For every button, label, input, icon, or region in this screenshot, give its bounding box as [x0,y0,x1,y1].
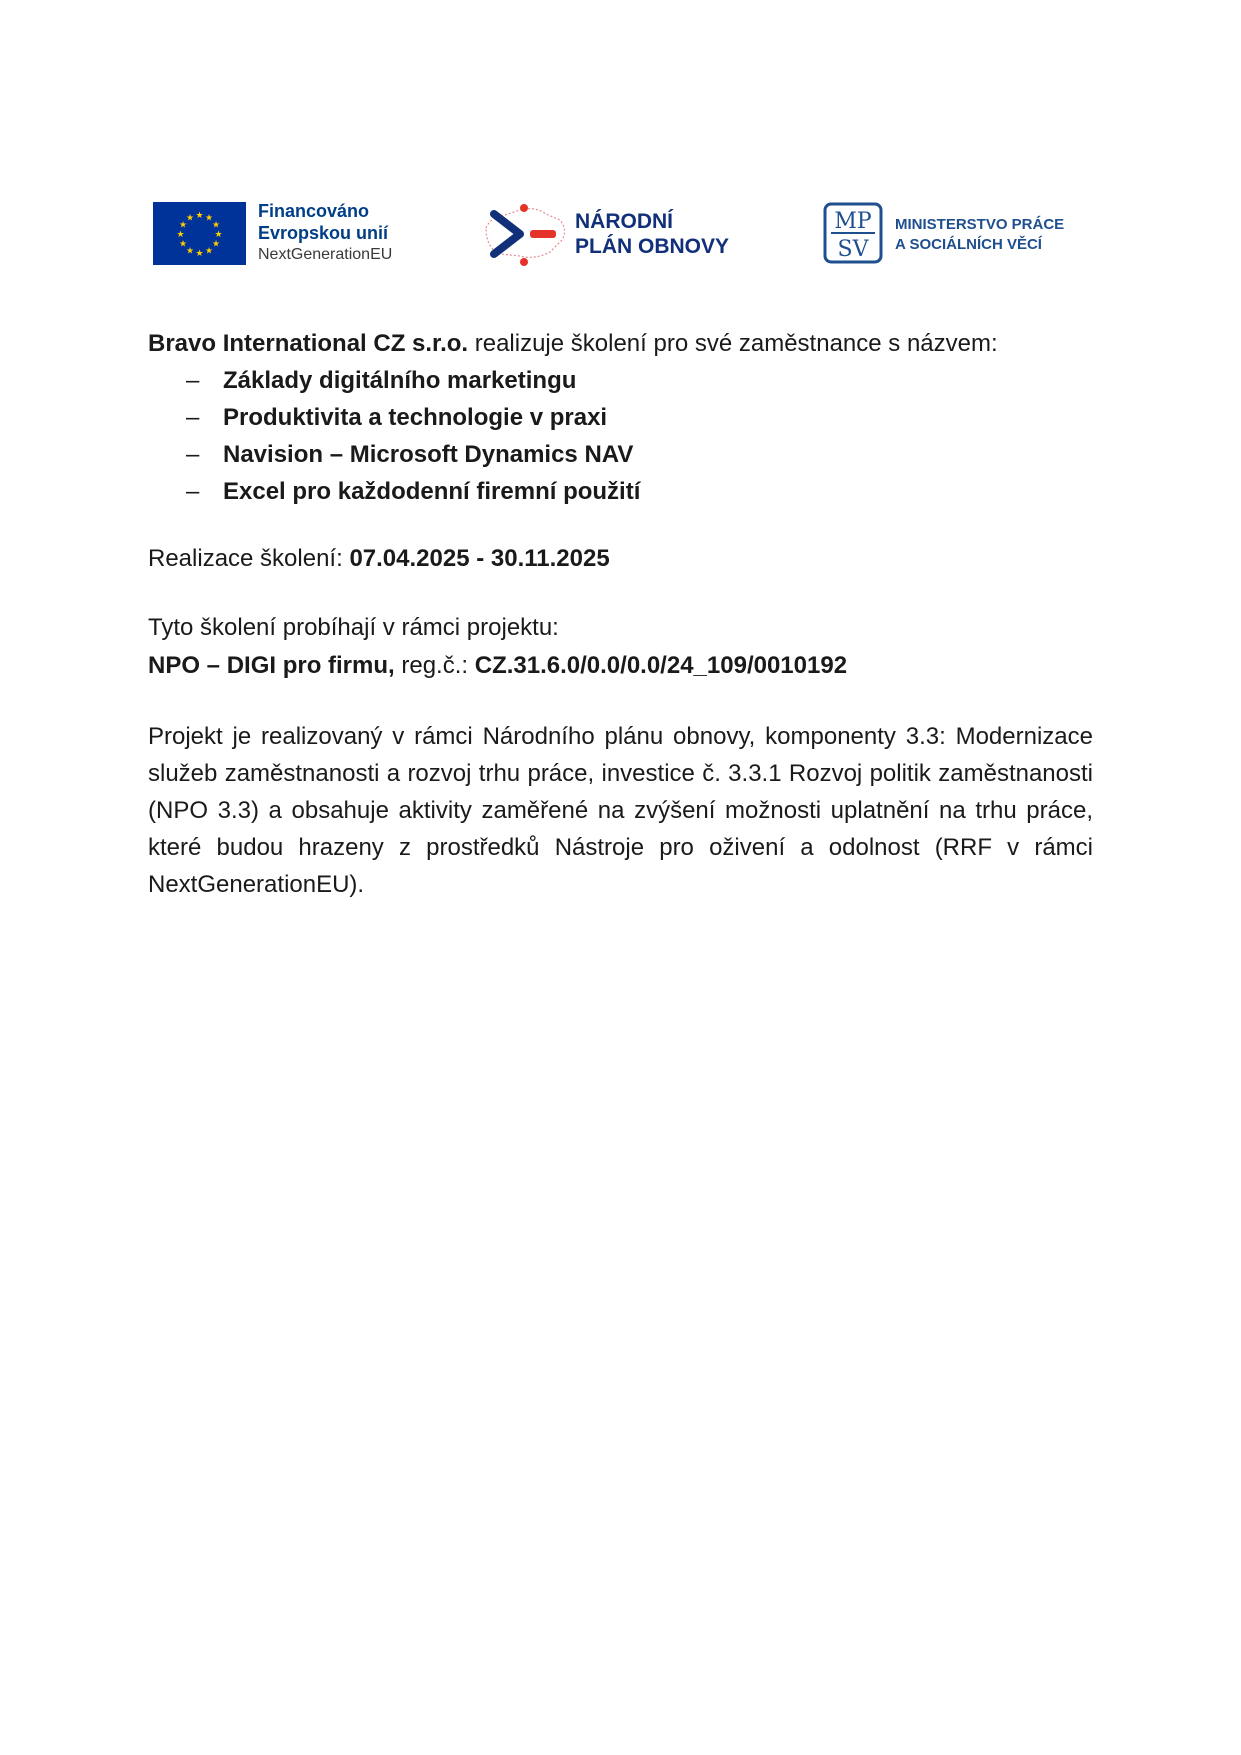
eu-flag-icon [153,202,246,265]
document-body [148,325,1093,903]
npo-logo-line2: PLÁN OBNOVY [575,235,730,258]
svg-text:★: ★ [185,246,195,257]
list-item [148,399,1093,436]
svg-text:★: ★ [178,220,188,231]
svg-text:★: ★ [211,239,221,250]
mpsv-emblem-icon [823,202,883,264]
company-name: Bravo International CZ s.r.o. [148,330,469,357]
training-title: Excel pro každodenní firemní použití [223,478,641,505]
svg-text:★: ★ [185,213,195,224]
eu-funding-logo [153,200,413,268]
project-description: Projekt je realizovaný v rámci Národního plánu obnovy, komponenty 3.3: Modernizace služeb zaměstnanosti a rozvoj trhu práce, investice č. 3.3.1 Rozvoj politik zaměstnanosti (NPO 3.3) a obsahuje aktivity zaměřené na zvýšení možnosti uplatnění na trhu práce, které budou hrazeny z prostředků Nástroje pro oživení a odolnost (RRF v rámci NextGenerationEU). [148,723,1093,898]
project-intro: Tyto školení probíhají v rámci projektu: [148,614,559,641]
mpsv-logo [823,202,1103,268]
project-name: NPO – DIGI pro firmu, [148,652,395,679]
svg-text:★: ★ [195,249,204,259]
realization-dates: 07.04.2025 - 30.11.2025 [349,545,610,572]
intro-text: realizuje školení pro své zaměstnance s názvem: [468,330,998,357]
svg-text:★: ★ [204,246,214,257]
list-item [148,436,1093,473]
mpsv-logo-line2: A SOCIÁLNÍCH VĚCÍ [895,236,1042,253]
mpsv-logo-line1: MINISTERSTVO PRÁCE [895,216,1065,233]
training-title: Navision – Microsoft Dynamics NAV [223,441,634,468]
svg-text:★: ★ [176,230,185,240]
svg-text:★: ★ [178,239,188,250]
list-item [148,362,1093,399]
svg-text:★: ★ [211,220,221,231]
bullet-dash: – [186,367,200,394]
logo-bar [0,200,1241,270]
svg-text:★: ★ [195,211,204,221]
svg-text:★: ★ [204,213,214,224]
training-title: Základy digitálního marketingu [223,367,577,394]
project-line [148,647,1093,684]
training-title: Produktivita a technologie v praxi [223,404,608,431]
list-item [148,473,1093,510]
realization-label: Realizace školení: [148,545,350,572]
intro-paragraph [148,325,1093,362]
mpsv-mark-bottom: SV [837,237,869,262]
eu-logo-line1: Financováno [258,201,370,221]
reg-label: reg.č.: [394,652,475,679]
bullet-dash: – [186,441,200,468]
bullet-dash: – [186,478,200,505]
npo-logo [480,200,750,270]
bullet-dash: – [186,404,200,431]
npo-arrow-icon [480,200,570,270]
svg-text:★: ★ [214,230,223,240]
eu-logo-line2: Evropskou unií [258,223,389,243]
reg-number: CZ.31.6.0/0.0/0.0/24_109/0010192 [474,652,848,679]
realization-line [148,540,1093,577]
training-list [148,362,1093,510]
mpsv-mark-top: MP [834,209,872,234]
npo-logo-line1: NÁRODNÍ [575,210,673,233]
eu-logo-line3: NextGenerationEU [258,246,393,263]
